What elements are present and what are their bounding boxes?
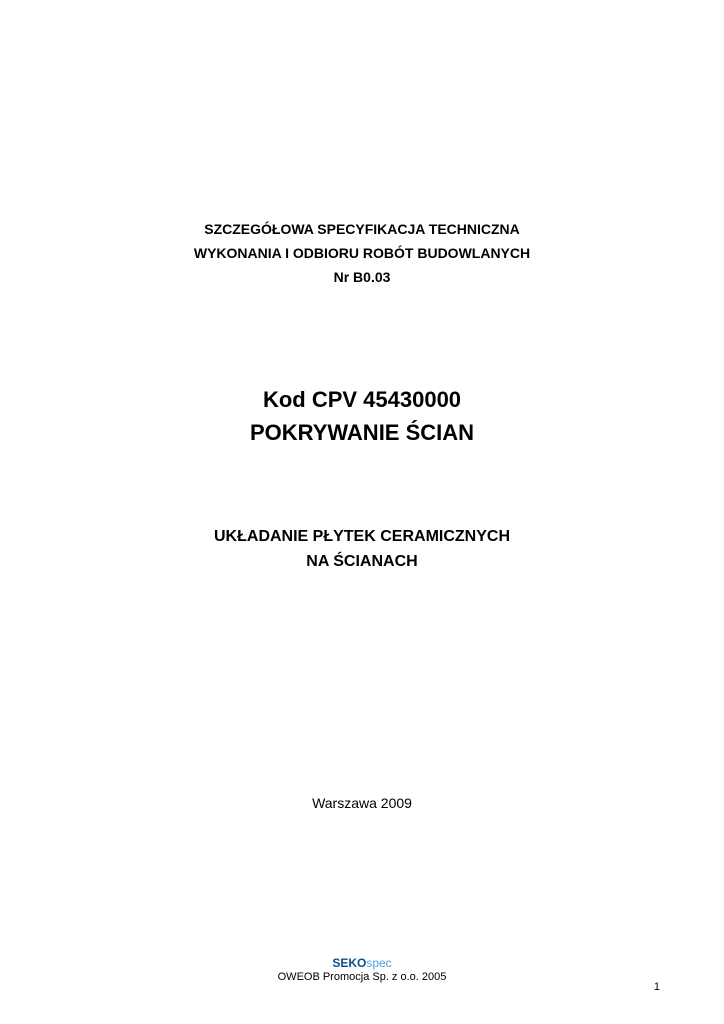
subject-line-1: UKŁADANIE PŁYTEK CERAMICZNYCH	[214, 528, 510, 545]
cpv-category: POKRYWANIE ŚCIAN	[249, 420, 475, 445]
place-year: Warszawa 2009	[312, 795, 412, 811]
spec-title-line-1: SZCZEGÓŁOWA SPECYFIKACJA TECHNICZNA	[204, 221, 520, 237]
footer	[0, 956, 724, 984]
cpv-section	[0, 383, 724, 449]
subject-section	[0, 524, 724, 574]
spec-number: Nr B0.03	[333, 269, 391, 285]
spec-title-line-2: WYKONANIA I ODBIORU ROBÓT BUDOWLANYCH	[193, 245, 531, 261]
publisher-line: OWEOB Promocja Sp. z o.o. 2005	[277, 971, 447, 983]
page-number: 1	[653, 981, 660, 993]
subject-line-2: NA ŚCIANACH	[306, 553, 418, 570]
brand-logo-light: spec	[366, 956, 392, 970]
place-year-section	[0, 793, 724, 813]
cpv-code: Kod CPV 45430000	[262, 387, 462, 412]
brand-logo-bold: SEKO	[332, 956, 367, 970]
brand-logo	[0, 956, 724, 970]
specification-header	[0, 217, 724, 289]
